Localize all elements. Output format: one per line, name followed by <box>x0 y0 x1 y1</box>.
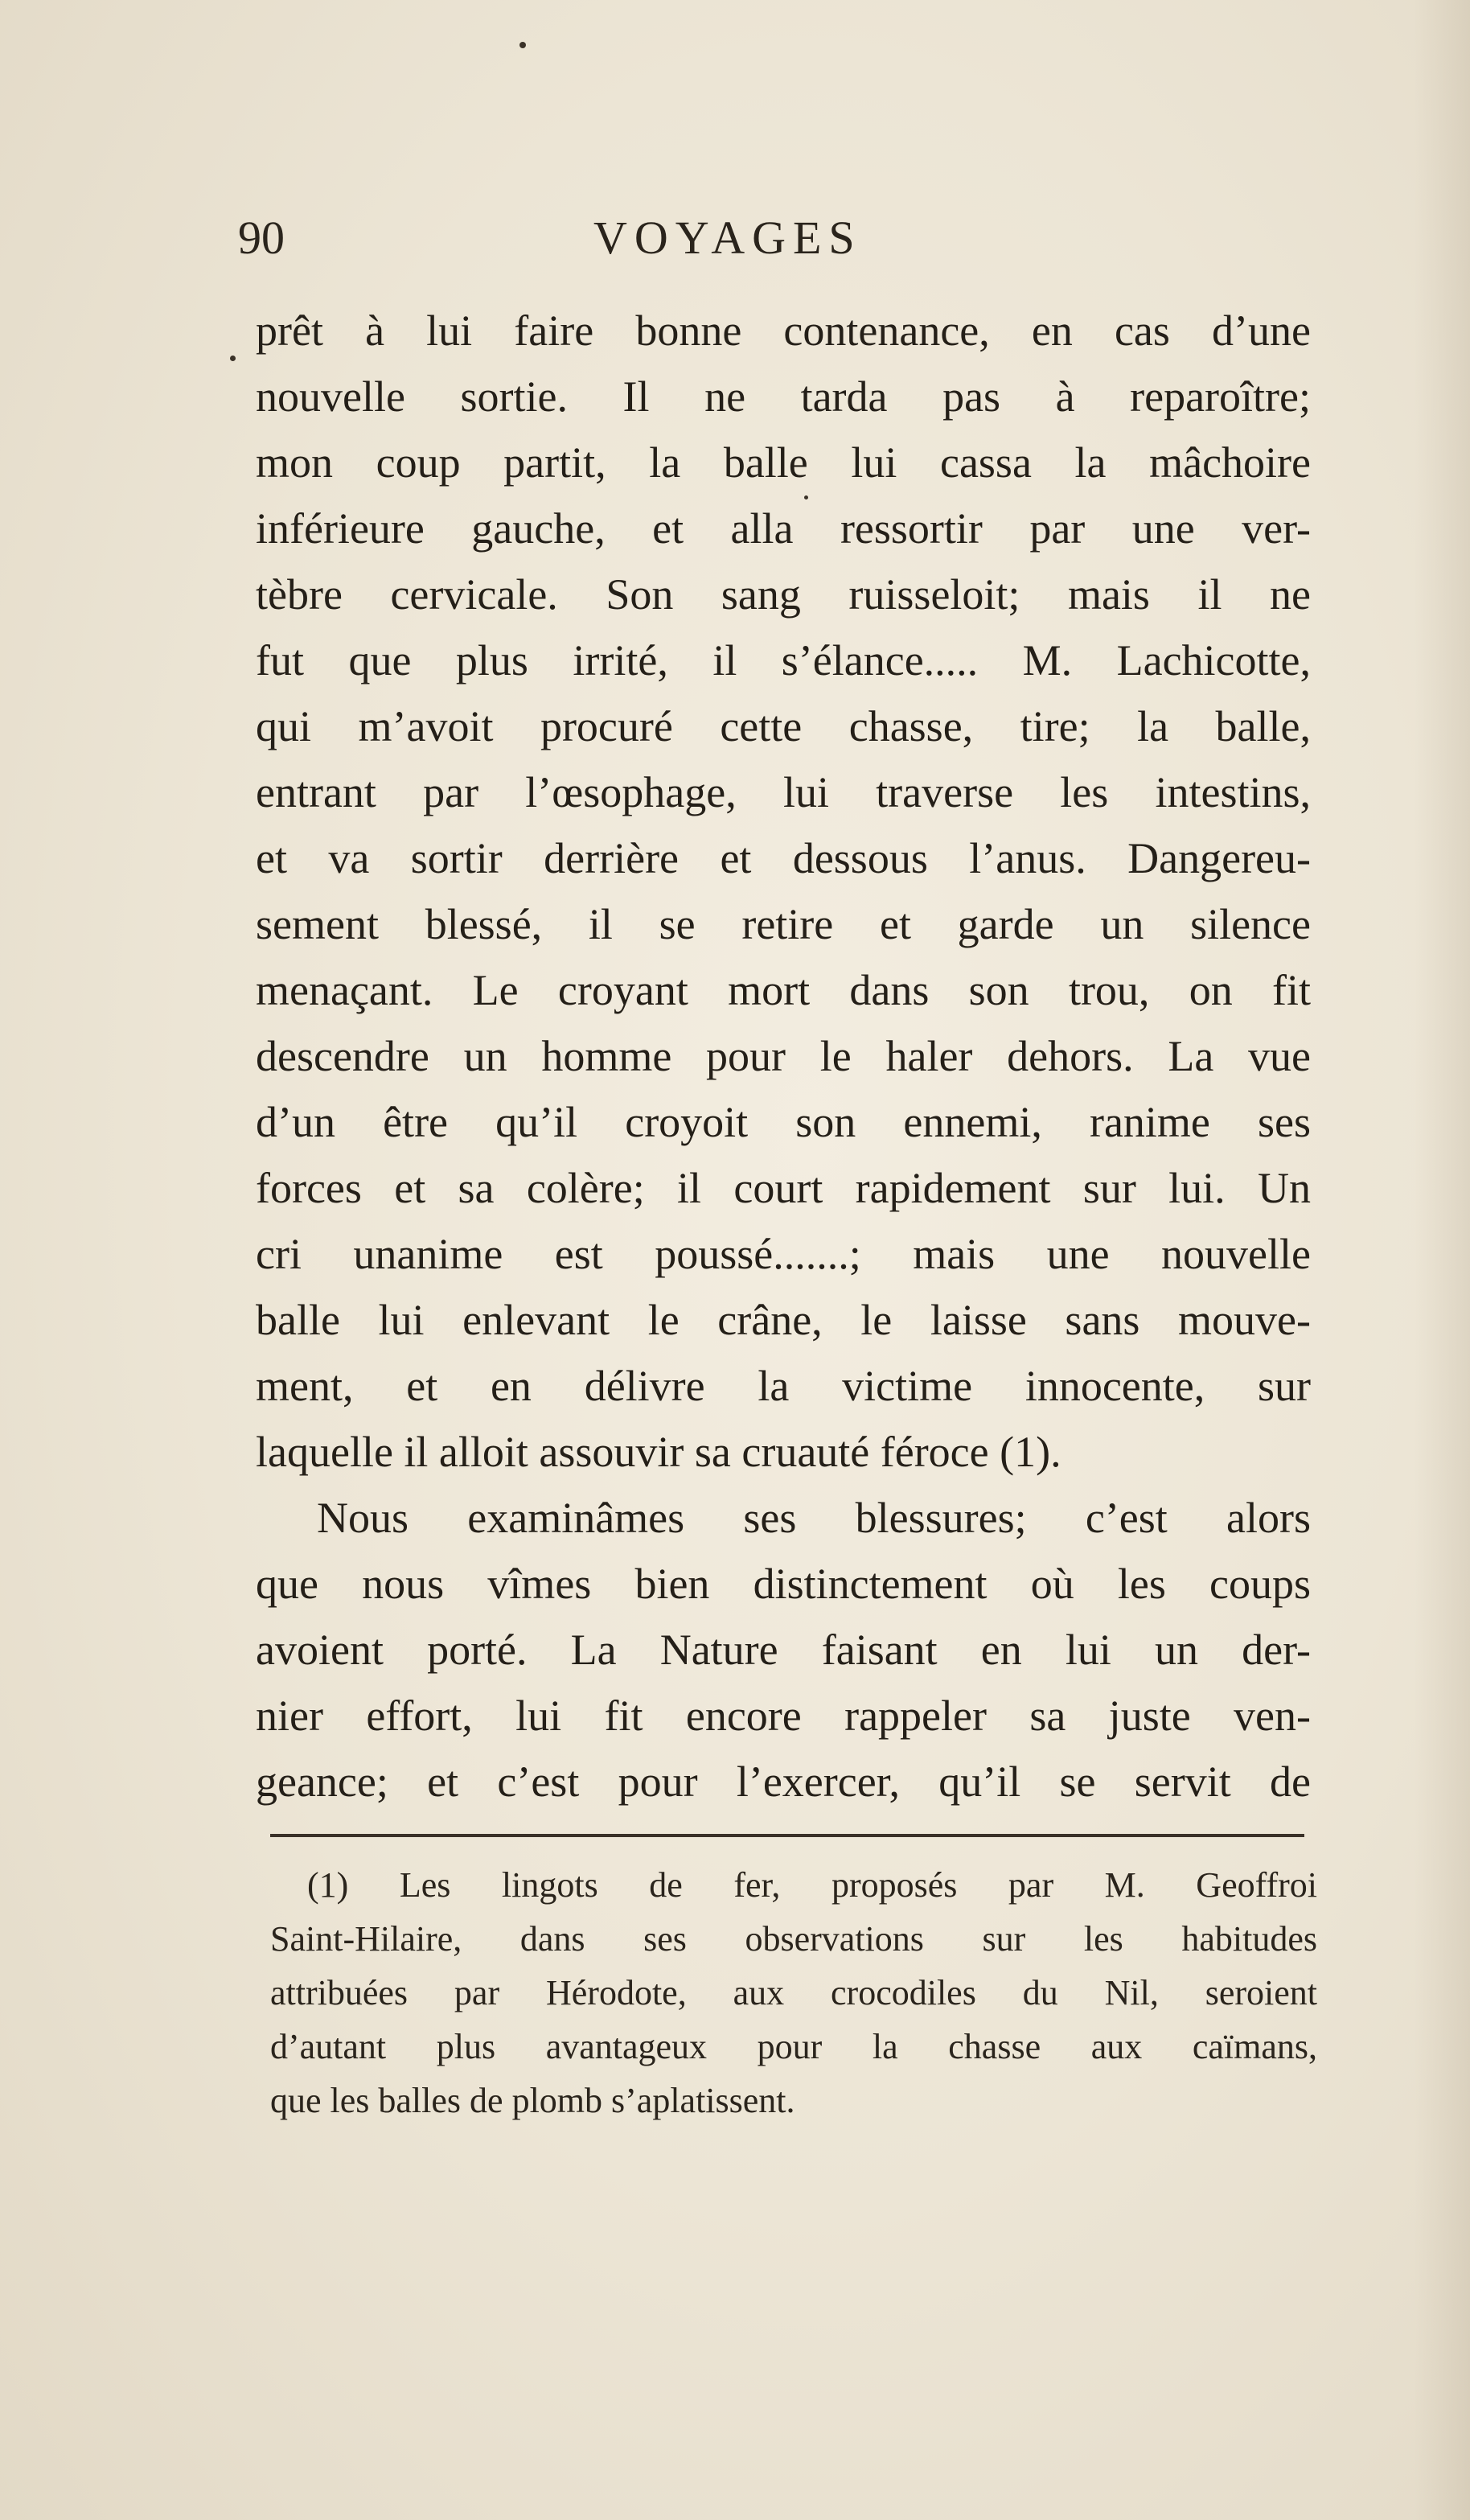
text-line: nier effort, lui fit encore rappeler sa juste ven- <box>256 1692 1311 1740</box>
text-line: balle lui enlevant le crâne, le laisse sans mouve- <box>256 1296 1311 1344</box>
main-text <box>256 298 1311 1815</box>
text-line: forces et sa colère; il court rapidement sur lui. Un <box>256 1164 1311 1212</box>
footnote-line: (1) Les lingots de fer, proposés par M. Geoffroi <box>307 1865 1317 1905</box>
footnote-divider <box>270 1834 1304 1837</box>
text-line: prêt à lui faire bonne contenance, en cas d’une <box>256 306 1311 355</box>
text-line: menaçant. Le croyant mort dans son trou, on fit <box>256 966 1311 1014</box>
text-line: et va sortir derrière et dessous l’anus. Dangereu- <box>256 834 1311 882</box>
footnote-line: que les balles de plomb s’aplatissent. <box>270 2081 795 2120</box>
text-line: inférieure gauche, et alla ressortir par une ver- <box>256 504 1311 553</box>
text-line: avoient porté. La Nature faisant en lui un der- <box>256 1626 1311 1674</box>
text-line: sement blessé, il se retire et garde un silence <box>256 900 1311 948</box>
paper-speck <box>230 356 236 361</box>
page-edge-shadow <box>1414 0 1470 2520</box>
footnote-line: Saint-Hilaire, dans ses observations sur les habitudes <box>270 1919 1317 1959</box>
text-line: geance; et c’est pour l’exercer, qu’il se servit de <box>256 1757 1311 1806</box>
text-line: fut que plus irrité, il s’élance..... M. Lachicotte, <box>256 636 1311 684</box>
paper-speck <box>519 42 526 48</box>
text-line: laquelle il alloit assouvir sa cruauté féroce (1). <box>256 1428 1061 1476</box>
text-line: ment, et en délivre la victime innocente, sur <box>256 1362 1311 1410</box>
text-line: nouvelle sortie. Il ne tarda pas à reparoître; <box>256 372 1311 421</box>
footnote <box>270 1858 1317 2127</box>
running-title: VOYAGES <box>593 212 862 264</box>
text-line: d’un être qu’il croyoit son ennemi, ranime ses <box>256 1098 1311 1146</box>
footnote-line: d’autant plus avantageux pour la chasse aux caïmans, <box>270 2027 1317 2066</box>
text-line: qui m’avoit procuré cette chasse, tire; la balle, <box>256 702 1311 750</box>
text-line: entrant par l’œsophage, lui traverse les intestins, <box>256 768 1311 816</box>
text-line: mon coup partit, la balle lui cassa la mâchoire <box>256 438 1311 487</box>
text-line: cri unanime est poussé.......; mais une nouvelle <box>256 1230 1311 1278</box>
paper-speck <box>804 495 808 499</box>
page-number: 90 <box>238 212 285 264</box>
text-line: que nous vîmes bien distinctement où les coups <box>256 1560 1311 1608</box>
footnote-line: attribuées par Hérodote, aux crocodiles du Nil, seroient <box>270 1973 1317 2012</box>
text-line: descendre un homme pour le haler dehors. La vue <box>256 1032 1311 1080</box>
paragraph-start-line: Nous examinâmes ses blessures; c’est alors <box>317 1494 1311 1542</box>
text-line: tèbre cervicale. Son sang ruisseloit; mais il ne <box>256 570 1311 619</box>
